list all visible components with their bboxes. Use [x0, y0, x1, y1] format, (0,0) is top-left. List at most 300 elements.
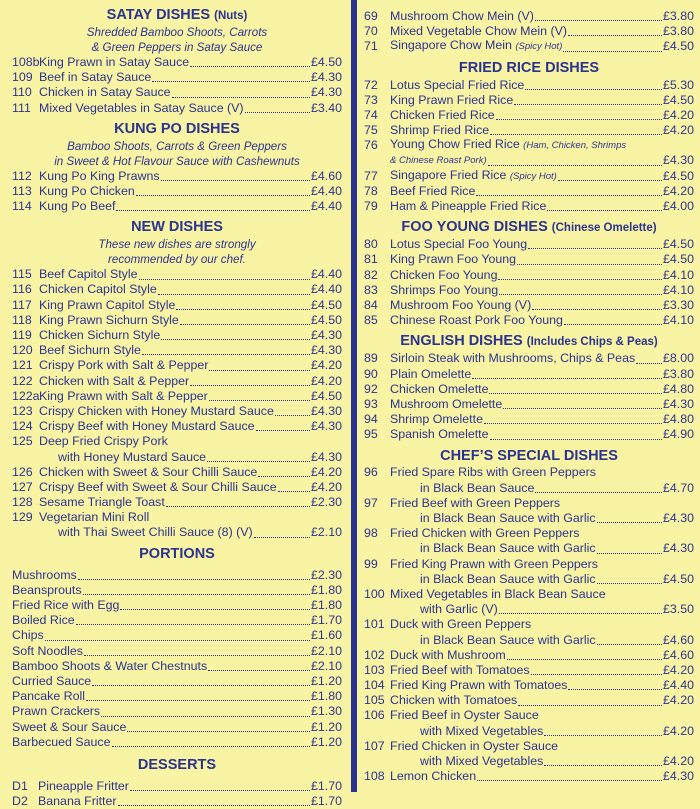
menu-item	[12, 328, 342, 343]
item-name: Boiled Rice	[12, 613, 75, 628]
item-price: £1.60	[310, 628, 342, 643]
section-heading-english: ENGLISH DISHES (Includes Chips & Peas)	[400, 333, 658, 350]
dot-leader	[172, 96, 310, 98]
dot-leader	[245, 111, 310, 113]
dot-leader	[528, 247, 662, 249]
menu-item	[12, 85, 342, 100]
item-name: Mixed Vegetables in Satay Sauce (V)	[39, 100, 244, 115]
dot-leader	[127, 730, 310, 732]
menu-item	[364, 237, 694, 252]
item-price: £3.50	[662, 602, 694, 617]
menu-item	[12, 613, 342, 628]
menu-item	[364, 466, 694, 481]
menu-item	[364, 382, 694, 397]
item-name: Fried Chicken with Green Peppers	[390, 526, 580, 541]
dot-leader	[166, 505, 310, 507]
item-name-line2: with Garlic (V)	[420, 602, 498, 617]
item-number: 76	[364, 138, 378, 153]
menu-item	[364, 24, 694, 39]
item-number: 92	[364, 381, 378, 396]
menu-item	[12, 480, 342, 495]
item-name: Sweet & Sour Sauce	[12, 719, 127, 734]
item-name: Chicken with Tomatoes	[390, 693, 518, 708]
dot-leader	[532, 308, 662, 310]
menu-item	[364, 412, 694, 427]
menu-item	[12, 598, 342, 613]
item-name: Chinese Roast Pork Foo Young	[390, 313, 563, 328]
item-price: £4.30	[662, 396, 694, 411]
dot-leader	[496, 118, 662, 120]
dot-leader	[190, 65, 310, 67]
dot-leader	[142, 353, 310, 355]
dot-leader	[499, 293, 662, 295]
menu-item-continued	[364, 724, 694, 739]
item-name: Fried Beef in Oyster Sauce	[390, 708, 539, 723]
section-heading-satay: SATAY DISHES (Nuts)	[106, 7, 248, 23]
dot-leader	[489, 392, 662, 394]
item-price: £1.20	[310, 719, 342, 734]
dot-leader	[209, 369, 310, 371]
item-number: 78	[364, 183, 378, 198]
item-number: 96	[364, 465, 378, 480]
item-price: £1.20	[310, 734, 342, 749]
item-price: £4.50	[662, 252, 694, 267]
dot-leader	[498, 278, 662, 280]
menu-item	[364, 709, 694, 724]
dot-leader	[490, 438, 662, 440]
item-name: Vegetarian Mini Roll	[39, 510, 150, 525]
menu-item	[364, 78, 694, 93]
item-name: Fried Spare Ribs with Green Peppers	[390, 465, 596, 480]
menu-item	[12, 794, 342, 809]
menu-item	[364, 587, 694, 602]
dot-leader	[544, 764, 662, 766]
dot-leader	[472, 377, 662, 379]
item-price: £4.40	[310, 267, 342, 282]
menu-item	[12, 689, 342, 704]
item-name: Fried King Prawn with Tomatoes	[390, 678, 568, 693]
item-note: (Ham, Chicken, Shrimps	[523, 140, 627, 152]
dot-leader	[112, 745, 310, 747]
item-number: 82	[364, 267, 378, 282]
dot-leader	[568, 688, 662, 690]
dot-leader	[176, 308, 310, 310]
menu-item	[364, 351, 694, 366]
menu-item	[364, 184, 694, 199]
item-name: Chips	[12, 628, 44, 643]
item-name: Singapore Chow Mein (Spicy Hot)	[390, 38, 563, 53]
item-name: Chicken with Salt & Pepper	[39, 373, 190, 388]
dot-leader	[256, 429, 310, 431]
item-number: 94	[364, 412, 378, 427]
section-description: These new dishes are strongly	[98, 238, 256, 252]
menu-item	[12, 358, 342, 373]
item-number: 106	[364, 708, 385, 723]
item-number: 69	[364, 8, 378, 23]
menu-item	[12, 313, 342, 328]
item-number: 73	[364, 92, 378, 107]
item-name: Beansprouts	[12, 582, 82, 597]
item-name: Sirloin Steak with Mushrooms, Chips & Peas	[390, 351, 636, 366]
item-number: 93	[364, 396, 378, 411]
menu-item-continued	[12, 526, 342, 541]
item-price: £4.50	[662, 168, 694, 183]
item-number: 102	[364, 647, 385, 662]
item-number: 124	[12, 419, 33, 434]
menu-item	[364, 123, 694, 138]
item-price: £4.50	[662, 571, 694, 586]
item-price: £1.30	[310, 704, 342, 719]
item-price: £4.30	[310, 403, 342, 418]
item-price: £4.30	[662, 769, 694, 784]
item-number: 109	[12, 70, 33, 85]
menu-item	[12, 465, 342, 480]
item-price: £4.30	[310, 328, 342, 343]
item-number: 103	[364, 662, 385, 677]
item-price: £4.20	[310, 373, 342, 388]
menu-item	[12, 283, 342, 298]
menu-item	[12, 199, 342, 214]
menu-item	[364, 648, 694, 663]
dot-leader	[161, 179, 310, 181]
menu-item	[12, 583, 342, 598]
item-number: 125	[12, 434, 33, 449]
dot-leader	[258, 475, 310, 477]
item-price: £2.30	[310, 567, 342, 582]
item-price: £4.30	[310, 70, 342, 85]
item-name: Sesame Triangle Toast	[39, 495, 165, 510]
dot-leader	[531, 673, 662, 675]
section-description: & Green Peppers in Satay Sauce	[91, 41, 263, 54]
item-name: Duck with Green Peppers	[390, 617, 532, 632]
section-heading-portions: PORTIONS	[139, 545, 215, 562]
item-name-line2: with Thai Sweet Chilli Sauce (8) (V)	[58, 525, 253, 540]
column-divider	[351, 0, 357, 792]
item-number: 101	[364, 617, 385, 632]
item-number: 126	[12, 464, 33, 479]
item-name: Mixed Vegetables in Black Bean Sauce	[390, 586, 606, 601]
menu-item	[364, 617, 694, 632]
item-price: £4.20	[662, 107, 694, 122]
item-name: Shrimps Foo Young	[390, 282, 499, 297]
menu-item	[364, 557, 694, 572]
dot-leader	[484, 422, 662, 424]
menu-item	[364, 693, 694, 708]
item-price: £4.30	[662, 153, 694, 168]
menu-item	[12, 644, 342, 659]
dot-leader	[518, 704, 662, 706]
dot-leader	[84, 654, 310, 656]
menu-item	[12, 55, 342, 70]
item-name: Chicken in Satay Sauce	[39, 85, 171, 100]
item-price: £4.50	[310, 54, 342, 69]
item-number: 97	[364, 495, 378, 510]
dot-leader	[275, 414, 310, 416]
menu-item	[12, 184, 342, 199]
item-number: 72	[364, 77, 378, 92]
dot-leader	[597, 552, 662, 554]
dot-leader	[597, 521, 662, 523]
item-name: Young Chow Fried Rice (Ham, Chicken, Shrimps	[390, 137, 627, 152]
item-name: Shrimp Omelette	[390, 412, 483, 427]
menu-item-continued	[364, 541, 694, 556]
menu-item	[12, 568, 342, 583]
menu-item	[12, 374, 342, 389]
item-note: (Spicy Hot)	[515, 41, 563, 53]
item-price: £4.10	[662, 267, 694, 282]
item-name: Prawn Crackers	[12, 704, 101, 719]
section-description: recommended by our chef.	[108, 253, 246, 267]
dot-leader	[139, 278, 310, 280]
item-price: £4.40	[310, 199, 342, 214]
item-name: Crispy Pork with Salt & Pepper	[39, 358, 209, 373]
item-price: £4.40	[662, 678, 694, 693]
item-price: £4.20	[662, 662, 694, 677]
item-name: Fried Beef with Tomatoes	[390, 662, 530, 677]
menu-item	[12, 70, 342, 85]
section-heading-chefs: CHEF’S SPECIAL DISHES	[440, 447, 618, 464]
item-name: Chicken Sichurn Style	[39, 328, 161, 343]
item-name-line2: with Mixed Vegetables	[420, 754, 544, 769]
item-name: King Prawn Foo Young	[390, 252, 517, 267]
item-number: 74	[364, 107, 378, 122]
item-name: Beef Fried Rice	[390, 183, 476, 198]
menu-item	[364, 526, 694, 541]
menu-item	[12, 267, 342, 282]
item-name: King Prawn Fried Rice	[390, 92, 514, 107]
dot-leader	[597, 582, 662, 584]
dot-leader	[120, 608, 310, 610]
item-number: 113	[12, 183, 32, 198]
menu-item	[364, 367, 694, 382]
menu-item-continued	[12, 450, 342, 465]
item-number: 115	[12, 267, 32, 282]
section-heading-friedrice: FRIED RICE DISHES	[458, 59, 600, 76]
item-name: Pineapple Fritter	[38, 778, 129, 793]
menu-item	[12, 704, 342, 719]
menu-item	[364, 138, 694, 153]
item-price: £2.10	[310, 643, 342, 658]
item-number: 108b	[12, 54, 40, 69]
dot-leader	[535, 19, 662, 21]
menu-item	[12, 419, 342, 434]
item-name: Curried Sauce	[12, 673, 92, 688]
menu-item	[364, 663, 694, 678]
dot-leader	[507, 658, 662, 660]
section-heading-fooyoung: FOO YOUNG DISHES (Chinese Omelette)	[401, 219, 657, 236]
dot-leader	[118, 804, 310, 806]
item-price: £1.80	[310, 689, 342, 704]
item-price: £4.50	[310, 388, 342, 403]
item-name: Kung Po Chicken	[39, 183, 135, 198]
item-number: 120	[12, 343, 33, 358]
item-number: D2	[12, 794, 28, 809]
item-price: £4.30	[662, 541, 694, 556]
menu-item	[364, 427, 694, 442]
dot-leader	[45, 639, 310, 641]
item-name: Fried King Prawn with Green Peppers	[390, 556, 598, 571]
item-number: 107	[364, 738, 385, 753]
dot-leader	[152, 80, 310, 82]
dot-leader	[558, 179, 662, 181]
item-number: 111	[12, 100, 31, 115]
item-number: 110	[12, 85, 32, 100]
item-name: Lemon Chicken	[390, 769, 477, 784]
dot-leader	[514, 103, 662, 105]
dot-leader	[207, 460, 310, 462]
item-price: £4.30	[310, 343, 342, 358]
dot-leader	[86, 699, 310, 701]
item-name-line2: with Mixed Vegetables	[420, 723, 544, 738]
item-name-line2: with Honey Mustard Sauce	[58, 449, 207, 464]
item-number: 127	[12, 479, 33, 494]
dot-leader	[503, 407, 662, 409]
menu-column-right	[364, 0, 694, 784]
menu-item-continued	[364, 754, 694, 769]
item-price: £4.20	[662, 123, 694, 138]
item-price: £4.60	[662, 647, 694, 662]
item-name: Mushroom Foo Young (V)	[390, 297, 532, 312]
section-description: in Sweet & Hot Flavour Sauce with Cashewnuts	[54, 154, 300, 168]
menu-item-continued	[364, 602, 694, 617]
item-number: 108	[364, 769, 385, 784]
item-number: 118	[12, 312, 32, 327]
item-price: £4.90	[662, 427, 694, 442]
menu-item-continued	[364, 481, 694, 496]
item-price: £3.80	[662, 366, 694, 381]
item-price: £4.20	[662, 183, 694, 198]
item-price: £8.00	[662, 351, 694, 366]
item-number: 129	[12, 510, 33, 525]
menu-item	[364, 268, 694, 283]
item-name: Kung Po Beef	[39, 199, 116, 214]
item-name: Singapore Fried Rice (Spicy Hot)	[390, 167, 557, 182]
dot-leader	[547, 209, 662, 211]
item-name: King Prawn with Salt & Pepper	[39, 388, 208, 403]
item-number: 112	[12, 168, 32, 183]
menu-item-continued	[364, 633, 694, 648]
item-price: £4.60	[662, 632, 694, 647]
item-number: 98	[364, 526, 378, 541]
dot-leader	[76, 623, 310, 625]
menu-item	[12, 169, 342, 184]
item-price: £3.40	[310, 100, 342, 115]
item-number: 122a	[12, 388, 40, 403]
menu-item	[364, 313, 694, 328]
item-price: £1.80	[310, 582, 342, 597]
item-number: 81	[364, 252, 378, 267]
item-name-line2: in Black Bean Sauce with Garlic	[420, 632, 596, 647]
item-name: Duck with Mushroom	[390, 647, 506, 662]
menu-item	[364, 283, 694, 298]
item-price: £5.30	[662, 77, 694, 92]
item-name: Chicken Fried Rice	[390, 107, 495, 122]
dot-leader	[158, 293, 310, 295]
item-name: Spanish Omelette	[390, 427, 489, 442]
menu-item	[12, 434, 342, 449]
item-number: 70	[364, 24, 378, 39]
item-number: 116	[12, 282, 32, 297]
item-price: £4.20	[662, 754, 694, 769]
dot-leader	[477, 779, 662, 781]
dot-leader	[597, 643, 662, 645]
item-price: £4.10	[662, 282, 694, 297]
item-name: Crispy Beef with Honey Mustard Sauce	[39, 419, 255, 434]
item-number: 114	[12, 199, 32, 214]
section-heading-new: NEW DISHES	[131, 219, 223, 236]
dot-leader	[564, 323, 662, 325]
item-price: £4.20	[310, 479, 342, 494]
dot-leader	[209, 399, 310, 401]
item-price: £4.50	[310, 297, 342, 312]
item-name: Chicken with Sweet & Sour Chilli Sauce	[39, 464, 258, 479]
item-name: Kung Po King Prawns	[39, 168, 160, 183]
dot-leader	[490, 133, 662, 135]
dot-leader	[568, 34, 662, 36]
dot-leader	[517, 263, 662, 265]
item-name: Shrimp Fried Rice	[390, 123, 490, 138]
item-name: King Prawn Sichurn Style	[39, 312, 179, 327]
item-name: Lotus Special Fried Rice	[390, 77, 525, 92]
item-number: 90	[364, 366, 378, 381]
dot-leader	[476, 194, 662, 196]
item-number: 83	[364, 282, 378, 297]
dot-leader	[116, 209, 310, 211]
dot-leader	[499, 612, 662, 614]
item-price: £4.30	[310, 85, 342, 100]
menu-item	[12, 735, 342, 750]
dot-leader	[190, 384, 310, 386]
item-price: £4.50	[662, 39, 694, 54]
item-price: £4.30	[310, 449, 342, 464]
item-price: £4.80	[662, 381, 694, 396]
item-name: Ham & Pineapple Fried Rice	[390, 199, 547, 214]
item-name: Barbecued Sauce	[12, 734, 111, 749]
item-price: £4.40	[310, 183, 342, 198]
dot-leader	[78, 578, 310, 580]
item-price: £4.40	[310, 282, 342, 297]
item-price: £4.50	[662, 237, 694, 252]
item-number: 77	[364, 168, 378, 183]
item-number: 121	[12, 358, 33, 373]
item-name: Soft Noodles	[12, 643, 83, 658]
item-price: £4.70	[662, 480, 694, 495]
item-price: £4.80	[662, 412, 694, 427]
item-name-line2: in Black Bean Sauce	[420, 480, 535, 495]
menu-item	[12, 628, 342, 643]
section-description: Shredded Bamboo Shoots, Carrots	[86, 26, 268, 39]
item-number: 117	[12, 297, 32, 312]
menu-item-continued	[364, 572, 694, 587]
item-price: £4.00	[662, 199, 694, 214]
item-name-line2: in Black Bean Sauce with Garlic	[420, 541, 596, 556]
item-number: 84	[364, 297, 378, 312]
item-name: King Prawn in Satay Sauce	[39, 54, 190, 69]
item-name: Fried Chicken in Oyster Sauce	[390, 738, 559, 753]
item-name: Mushroom Chow Mein (V)	[390, 8, 534, 23]
item-name: Crispy Beef with Sweet & Sour Chilli Sauce	[39, 479, 277, 494]
menu-item	[12, 404, 342, 419]
item-name: Deep Fried Crispy Pork	[39, 434, 168, 449]
item-name: Crispy Chicken with Honey Mustard Sauce	[39, 403, 274, 418]
item-name-line2: in Black Bean Sauce with Garlic	[420, 511, 596, 526]
item-price: £2.30	[310, 495, 342, 510]
dot-leader	[254, 536, 310, 538]
item-price: £4.50	[662, 92, 694, 107]
dot-leader	[161, 338, 310, 340]
menu-item	[364, 39, 694, 54]
menu-item-continued	[364, 154, 694, 169]
